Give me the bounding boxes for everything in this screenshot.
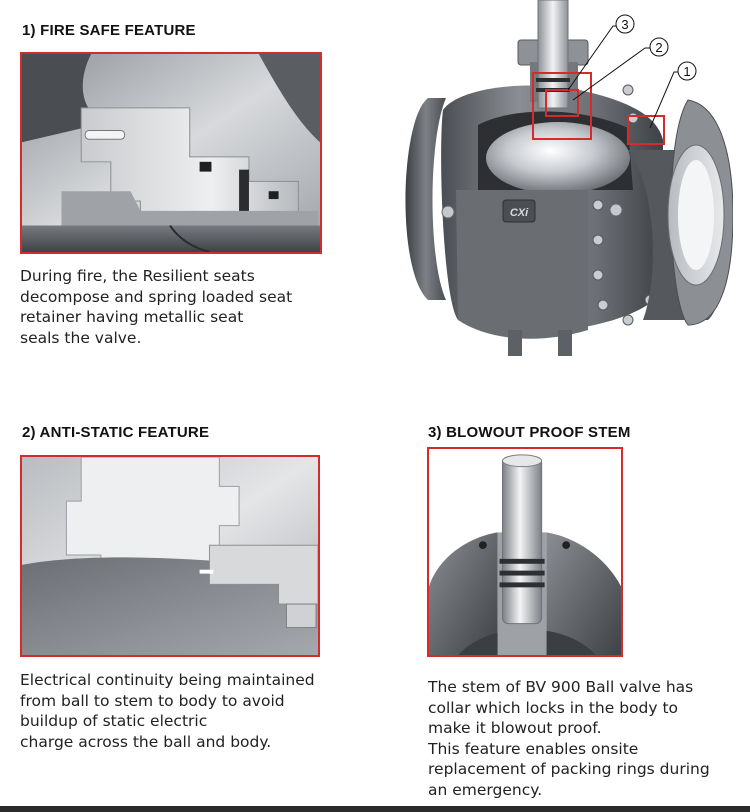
description-line: make it blowout proof.	[428, 719, 602, 737]
description-line: The stem of BV 900 Ball valve has	[428, 678, 694, 696]
callout-3	[616, 15, 634, 33]
description-line: charge across the ball and body.	[20, 732, 272, 751]
ball-valve-cutaway	[388, 0, 733, 362]
description-line: This feature enables onsite	[428, 739, 639, 758]
fire-safe-description	[20, 266, 292, 348]
anti-static-description	[20, 670, 315, 752]
blowout-proof-stem-image	[427, 447, 623, 657]
description-line: an emergency.	[428, 780, 543, 799]
description-line: Electrical continuity being maintained	[20, 671, 315, 689]
callout-2	[650, 38, 668, 56]
svg-text:3: 3	[621, 17, 629, 32]
description-line: During fire, the Resilient seats	[20, 267, 255, 285]
blowout-proof-heading: 3) BLOWOUT PROOF STEM	[428, 424, 631, 441]
brand-logo: CXi	[509, 207, 529, 219]
ball-valve-illustration	[388, 0, 733, 362]
description-line: decompose and spring loaded seat	[20, 287, 293, 306]
description-line: from ball to stem to body to avoid	[20, 691, 285, 710]
description-line: collar which locks in the body to	[428, 698, 679, 717]
stem-cutaway-drawing	[429, 449, 621, 655]
description-line: seals the valve.	[20, 328, 142, 347]
description-line: buildup of static electric	[20, 712, 208, 730]
callout-1	[678, 62, 696, 80]
fire-safe-cutaway-drawing	[22, 54, 320, 252]
svg-text:2: 2	[655, 40, 663, 55]
anti-static-cutaway-drawing	[22, 457, 318, 655]
description-line: replacement of packing rings during	[428, 760, 710, 778]
svg-text:1: 1	[683, 64, 691, 79]
fire-safe-heading: 1) FIRE SAFE FEATURE	[22, 22, 196, 39]
blowout-proof-description	[428, 677, 710, 800]
anti-static-detail-image	[20, 455, 320, 657]
fire-safe-detail-image	[20, 52, 322, 254]
anti-static-heading: 2) ANTI-STATIC FEATURE	[22, 424, 210, 441]
description-line: retainer having metallic seat	[20, 308, 244, 326]
footer-rule	[0, 806, 750, 812]
